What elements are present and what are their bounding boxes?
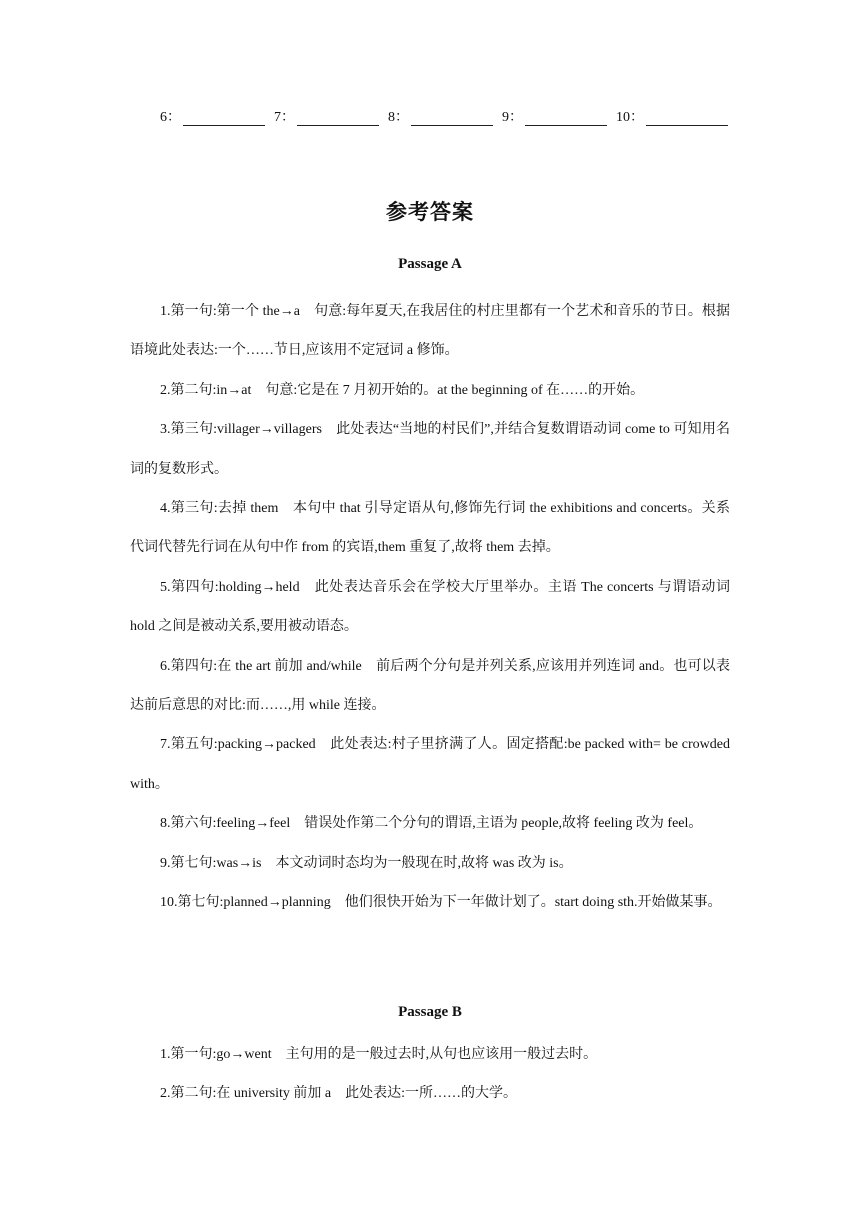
- blank-label: 6：: [160, 110, 181, 125]
- answer-item: 6.第四句:在 the art 前加 and/while 前后两个分句是并列关系,应该用并列连词 and。也可以表达前后意思的对比:而……,用 while 连接。: [130, 658, 730, 714]
- answer-item: 5.第四句:holding→held 此处表达音乐会在学校大厅里举办。主语 The concerts 与谓语动词 hold 之间是被动关系,要用被动语态。: [130, 579, 730, 635]
- blank-line: [297, 111, 379, 126]
- answer-item: 1.第一句:第一个 the→a 句意:每年夏天,在我居住的村庄里都有一个艺术和音乐的节日。根据语境此处表达:一个……节日,应该用不定冠词 a 修饰。: [130, 304, 730, 359]
- blank-item-7: [274, 106, 379, 126]
- answer-item: 1.第一句:go→went 主句用的是一般过去时,从句也应该用一般过去时。: [160, 1047, 598, 1062]
- blank-label: 10：: [616, 110, 644, 125]
- blank-item-10: [616, 106, 728, 126]
- fill-in-blanks-row: [160, 104, 730, 126]
- answer-item: 10.第七句:planned→planning 他们很快开始为下一年做计划了。start doing sth.开始做某事。: [160, 895, 722, 911]
- passage-a-answers: [130, 292, 730, 923]
- blank-label: 9：: [502, 110, 523, 125]
- blank-label: 8：: [388, 110, 409, 125]
- blank-item-9: [502, 106, 607, 126]
- passage-b-answers: [130, 1035, 730, 1114]
- passage-b-heading: Passage B: [398, 1004, 462, 1020]
- blank-line: [411, 111, 493, 126]
- answer-item: 9.第七句:was→is 本文动词时态均为一般现在时,故将 was 改为 is。: [160, 855, 573, 871]
- answer-key-title: 参考答案: [386, 200, 474, 224]
- answer-item: 7.第五句:packing→packed 此处表达:村子里挤满了人。固定搭配:be packed with= be crowded with。: [130, 737, 730, 792]
- blank-line: [525, 111, 607, 126]
- passage-a-heading: Passage A: [398, 256, 462, 272]
- blank-label: 7：: [274, 110, 295, 125]
- answer-item: 8.第六句:feeling→feel 错误处作第二个分句的谓语,主语为 people,故将 feeling 改为 feel。: [160, 816, 703, 832]
- blank-item-8: [388, 106, 493, 126]
- blank-line: [183, 111, 265, 126]
- answer-item: 4.第三句:去掉 them 本句中 that 引导定语从句,修饰先行词 the exhibitions and concerts。关系代词代替先行词在从句中作 from 的宾语,them 重复了,故将 them 去掉。: [130, 501, 730, 556]
- answer-item: 2.第二句:in→at 句意:它是在 7 月初开始的。at the beginning of 在……的开始。: [160, 382, 645, 398]
- blank-line: [646, 111, 728, 126]
- answer-item: 2.第二句:在 university 前加 a 此处表达:一所……的大学。: [160, 1086, 517, 1102]
- answer-item: 3.第三句:villager→villagers 此处表达“当地的村民们”,并结合复数谓语动词 come to 可知用名词的复数形式。: [130, 422, 730, 477]
- blank-item-6: [160, 106, 265, 126]
